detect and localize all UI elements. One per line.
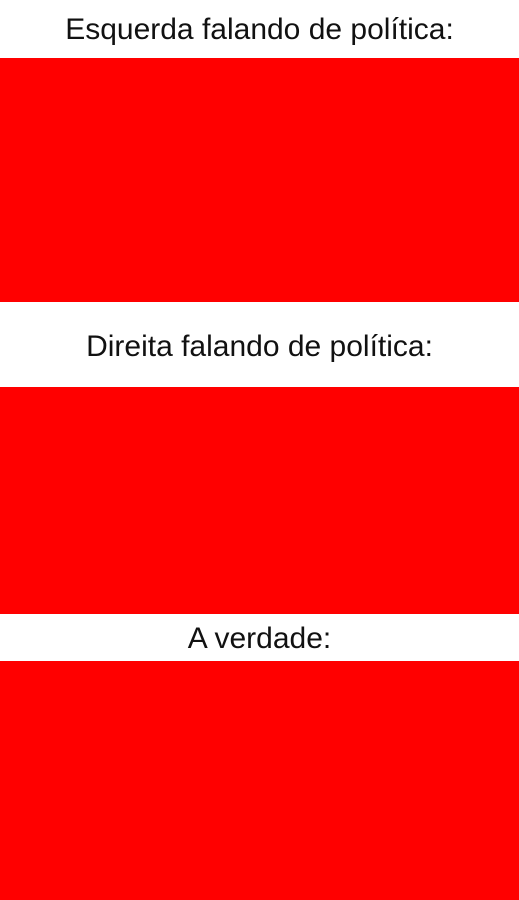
red-panel-left <box>0 58 519 302</box>
caption-the-truth: A verdade: <box>187 622 332 655</box>
red-panel-truth <box>0 661 519 900</box>
caption-right-talking-politics: Direita falando de política: <box>86 330 433 363</box>
red-panel-right <box>0 387 519 614</box>
caption-left-talking-politics: Esquerda falando de política: <box>65 13 454 46</box>
